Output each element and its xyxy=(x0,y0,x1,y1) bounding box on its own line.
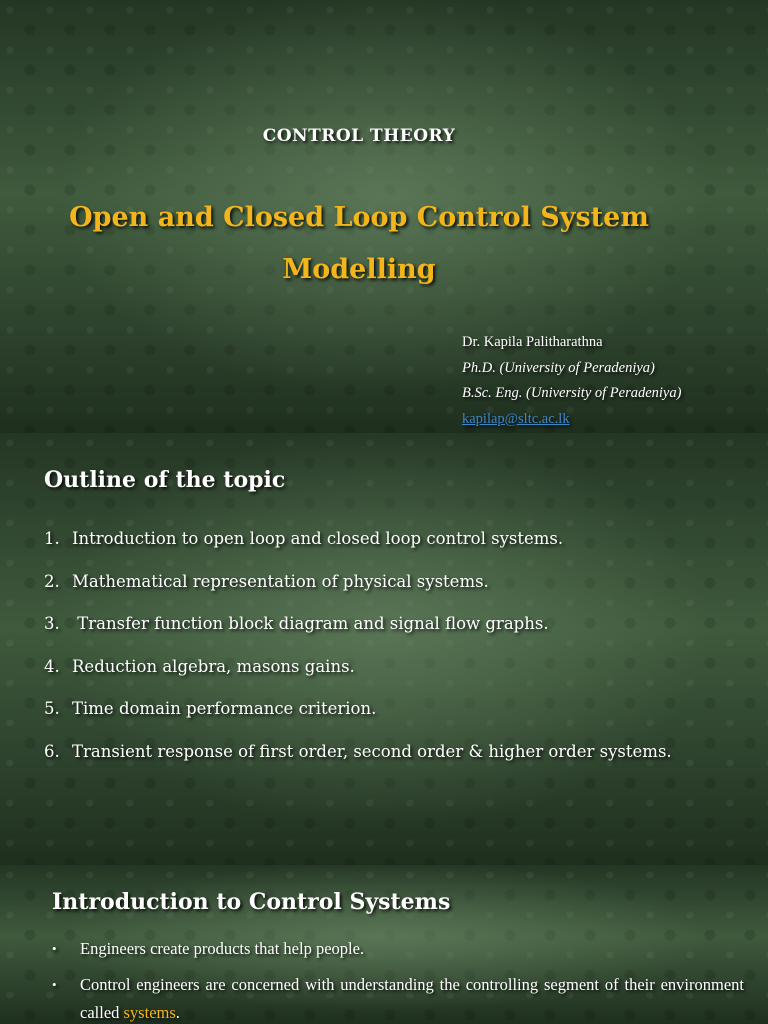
outline-item xyxy=(44,699,744,742)
bullet-text-part: Control engineers are concerned with understanding the controlling segment of their environment called xyxy=(80,975,744,1022)
bullet-item xyxy=(52,971,744,1024)
item-number: 3. xyxy=(44,614,60,634)
author-email-link[interactable]: kapilap@sltc.ac.lk xyxy=(462,410,570,427)
bullet-icon: • xyxy=(52,941,57,956)
title-line-1: Open and Closed Loop Control System xyxy=(69,202,649,233)
item-number: 4. xyxy=(44,656,60,676)
author-block xyxy=(462,330,681,432)
item-text: Time domain performance criterion. xyxy=(72,699,377,719)
intro-heading: Introduction to Control Systems xyxy=(52,889,451,915)
outline-item xyxy=(44,614,744,657)
outline-item xyxy=(44,657,744,700)
item-text: Transfer function block diagram and signal flow graphs. xyxy=(72,614,549,634)
outline-list xyxy=(44,529,744,785)
bullet-text: Engineers create products that help people. xyxy=(80,939,365,958)
intro-bullet-list xyxy=(52,935,744,1024)
title-line-2: Modelling xyxy=(282,254,436,285)
author-name: Dr. Kapila Palitharathna xyxy=(462,334,603,350)
outline-heading: Outline of the topic xyxy=(44,467,286,493)
item-text: Mathematical representation of physical systems. xyxy=(72,571,489,591)
outline-item xyxy=(44,572,744,615)
author-bsc: B.Sc. Eng. (University of Peradeniya) xyxy=(462,385,682,401)
item-text: Reduction algebra, masons gains. xyxy=(72,656,355,676)
bullet-item xyxy=(52,935,744,963)
outline-item xyxy=(44,742,744,785)
author-phd: Ph.D. (University of Peradeniya) xyxy=(462,359,655,376)
item-number: 5. xyxy=(44,699,60,719)
item-text: Transient response of first order, second order & higher order systems. xyxy=(72,741,672,761)
title-slide xyxy=(0,0,768,433)
bullet-text-end: . xyxy=(175,1003,180,1022)
item-text: Introduction to open loop and closed loop control systems. xyxy=(72,529,564,548)
item-number: 6. xyxy=(44,741,60,761)
item-number: 1. xyxy=(44,529,60,548)
bullet-icon: • xyxy=(52,977,57,992)
outline-item xyxy=(44,529,744,572)
intro-slide xyxy=(0,865,768,1024)
topic-label: CONTROL THEORY xyxy=(262,126,456,146)
presentation-title xyxy=(40,192,678,296)
bullet-text xyxy=(80,971,744,1024)
systems-highlight: systems xyxy=(123,1003,176,1022)
item-number: 2. xyxy=(44,571,60,591)
outline-slide xyxy=(0,433,768,865)
